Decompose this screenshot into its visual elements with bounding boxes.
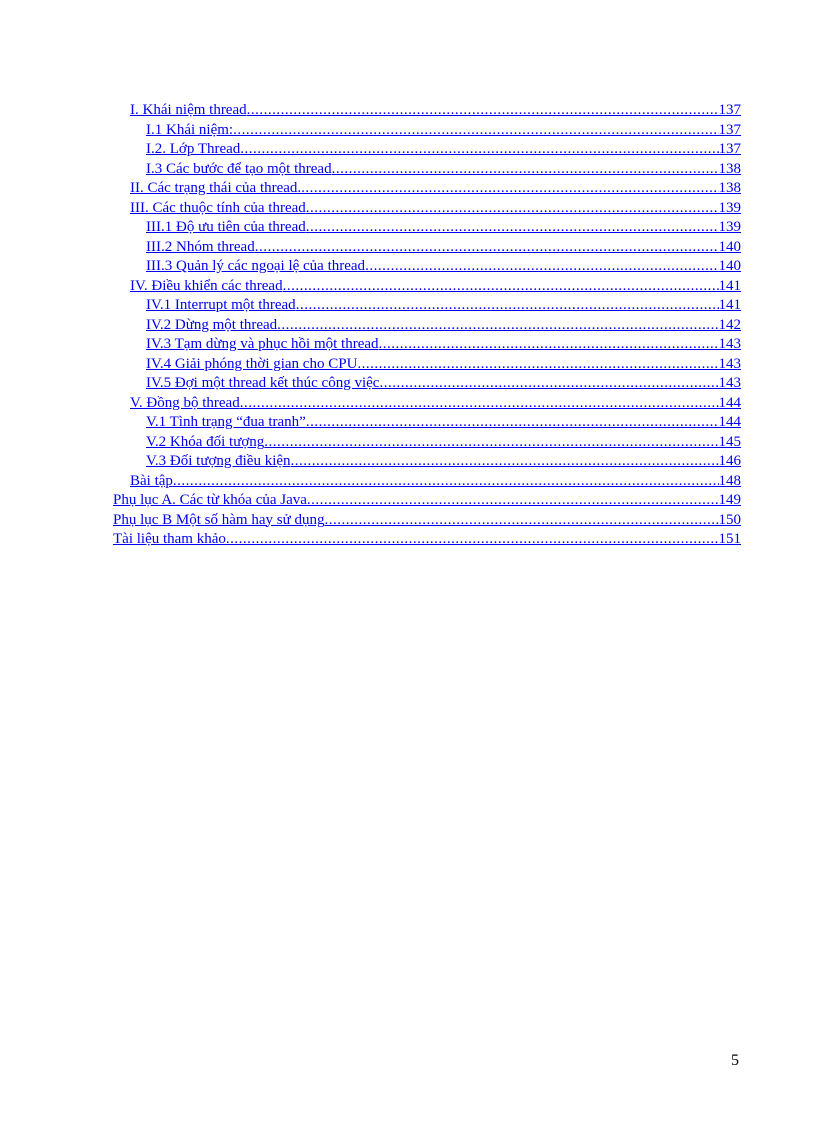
toc-entry-title: III.1 Độ ưu tiên của thread — [146, 219, 306, 235]
toc-entry-page: 137 — [718, 121, 741, 138]
toc-entry-title: IV.5 Đợi một thread kết thúc công việc — [146, 375, 380, 391]
toc-entry-page: 149 — [718, 492, 741, 508]
toc-entry-title: IV.4 Giải phóng thời gian cho CPU — [146, 355, 358, 372]
toc-entry[interactable] — [146, 452, 741, 472]
toc-entry-title: Tài liệu tham khảo — [113, 531, 226, 547]
toc-entry-page: 139 — [718, 219, 741, 235]
toc-leader-dots — [240, 140, 718, 160]
toc-entry-title: Phụ lục A. Các từ khóa của Java — [113, 492, 307, 508]
toc-entry-title: II. Các trạng thái của thread. — [130, 180, 302, 196]
toc-entry-title: Bài tập — [130, 472, 173, 489]
toc-entry-page: 141 — [718, 297, 741, 313]
toc-entry-page: 151 — [718, 531, 741, 547]
toc-entry-page: 139 — [718, 199, 741, 216]
toc-entry[interactable] — [113, 491, 741, 511]
toc-leader-dots — [301, 179, 718, 199]
toc-leader-dots — [307, 491, 719, 511]
toc-entry[interactable] — [146, 238, 741, 258]
toc-leader-dots — [277, 316, 718, 336]
toc-leader-dots — [233, 121, 718, 141]
table-of-contents — [113, 101, 741, 550]
toc-entry-page: 144 — [718, 414, 741, 430]
toc-entry[interactable] — [130, 277, 741, 297]
toc-entry[interactable] — [146, 296, 741, 316]
toc-entry-page: 138 — [718, 160, 741, 177]
toc-entry[interactable] — [146, 140, 741, 160]
toc-leader-dots — [247, 101, 719, 121]
toc-leader-dots — [291, 452, 719, 472]
toc-entry[interactable] — [146, 413, 741, 433]
toc-leader-dots — [226, 530, 719, 550]
toc-entry-title: IV.2 Dừng một thread — [146, 316, 278, 333]
toc-entry-title: III. Các thuộc tính của thread — [130, 199, 306, 216]
toc-entry-page: 138 — [718, 180, 741, 196]
toc-entry-title: I.2. Lớp Thread — [146, 141, 241, 157]
toc-entry[interactable] — [146, 316, 741, 336]
toc-entry-title: I.1 Khái niệm: — [146, 121, 234, 138]
toc-entry-page: 137 — [718, 102, 741, 118]
toc-leader-dots — [379, 335, 719, 355]
toc-leader-dots — [283, 277, 719, 297]
toc-leader-dots — [240, 394, 719, 414]
toc-entry-page: 144 — [718, 394, 741, 411]
toc-leader-dots — [357, 355, 718, 375]
toc-entry-title: IV.3 Tạm dừng và phục hồi một thread — [146, 336, 379, 352]
toc-entry[interactable] — [146, 335, 741, 355]
toc-entry[interactable] — [130, 101, 741, 121]
toc-entry-page: 143 — [718, 336, 741, 352]
toc-entry-page: 140 — [718, 238, 741, 255]
toc-entry[interactable] — [113, 511, 741, 531]
toc-leader-dots — [306, 413, 719, 433]
toc-entry-title: I.3 Các bước để tạo một thread — [146, 160, 332, 177]
toc-entry[interactable] — [146, 374, 741, 394]
toc-entry-title: IV.1 Interrupt một thread — [146, 297, 296, 313]
toc-entry[interactable] — [146, 355, 741, 375]
toc-leader-dots — [296, 296, 719, 316]
toc-entry-title: V.2 Khóa đối tượng — [146, 433, 265, 450]
toc-entry[interactable] — [146, 160, 741, 180]
toc-entry-page: 137 — [718, 141, 741, 157]
toc-leader-dots — [306, 218, 719, 238]
toc-entry-page: 143 — [718, 375, 741, 391]
toc-leader-dots — [255, 238, 719, 258]
toc-leader-dots — [332, 160, 719, 180]
toc-entry[interactable] — [130, 472, 741, 492]
toc-entry-page: 143 — [718, 355, 741, 372]
toc-entry-page: 142 — [718, 316, 741, 333]
page-number: 5 — [731, 1052, 739, 1069]
toc-entry[interactable] — [130, 179, 741, 199]
toc-entry-page: 150 — [718, 511, 741, 528]
toc-entry-title: I. Khái niệm thread — [130, 102, 247, 118]
toc-entry[interactable] — [130, 394, 741, 414]
toc-entry[interactable] — [146, 121, 741, 141]
toc-entry-title: IV. Điều khiển các thread — [130, 277, 283, 294]
toc-entry-page: 140 — [718, 258, 741, 274]
toc-entry-page: 148 — [718, 472, 741, 489]
toc-entry[interactable] — [146, 433, 741, 453]
toc-entry-page: 146 — [718, 453, 741, 469]
toc-entry-title: V. Đồng bộ thread — [130, 394, 240, 411]
toc-leader-dots — [264, 433, 718, 453]
toc-entry-title: V.3 Đối tượng điều kiện — [146, 453, 291, 469]
toc-entry-title: Phụ lục B Một số hàm hay sử dụng — [113, 511, 325, 528]
toc-entry-page: 141 — [718, 277, 741, 294]
toc-entry[interactable] — [113, 530, 741, 550]
toc-leader-dots — [379, 374, 718, 394]
toc-entry-page: 145 — [718, 433, 741, 450]
toc-entry[interactable] — [130, 199, 741, 219]
toc-leader-dots — [173, 472, 719, 492]
toc-leader-dots — [365, 257, 718, 277]
toc-entry[interactable] — [146, 257, 741, 277]
toc-leader-dots — [306, 199, 719, 219]
toc-entry-title: III.3 Quản lý các ngoại lệ của thread — [146, 258, 366, 274]
toc-entry-title: III.2 Nhóm thread — [146, 238, 255, 255]
toc-entry-title: V.1 Tình trạng “đua tranh” — [146, 414, 306, 430]
toc-leader-dots — [324, 511, 718, 531]
toc-entry[interactable] — [146, 218, 741, 238]
